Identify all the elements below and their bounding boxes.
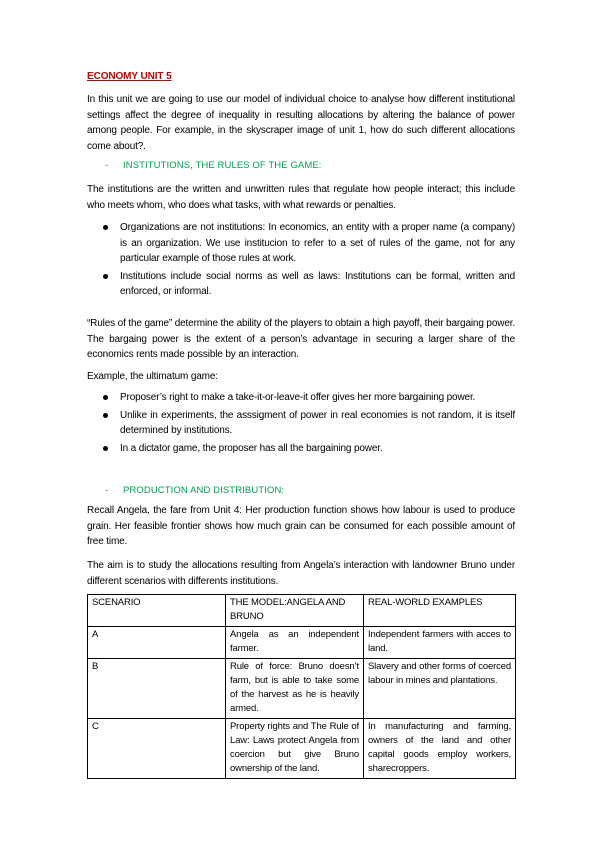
list-item <box>87 269 515 300</box>
bullet-icon <box>103 413 108 418</box>
table-cell: Angela as an independent farmer. <box>226 627 364 659</box>
table-row <box>88 659 516 719</box>
table-cell: C <box>88 719 226 779</box>
bullet-icon <box>103 446 108 451</box>
heading-text: PRODUCTION AND DISTRIBUTION: <box>123 485 285 496</box>
scenario-table <box>87 594 516 779</box>
example-bullet-list <box>87 390 515 458</box>
table-header-row <box>88 595 516 627</box>
table-cell: Property rights and The Rule of Law: Laws protect Angela from coercion but give Bruno ownership of the land. <box>226 719 364 779</box>
table-cell: Slavery and other forms of coerced labour in mines and plantations. <box>364 659 516 719</box>
list-item <box>87 220 515 267</box>
rules-of-game-paragraph: “Rules of the game” determine the ability of the players to obtain a high payoff, their bargaing power. The bargaing power is the extent of a person’s advantage in securing a larger share of the economics rents made possible by an interaction. <box>87 318 515 361</box>
table-row <box>88 627 516 659</box>
bullet-icon <box>103 395 108 400</box>
table-cell: B <box>88 659 226 719</box>
table-cell: Independent farmers with acces to land. <box>364 627 516 659</box>
list-item-text: Organizations are not institutions: In economics, an entity with a proper name (a company) is an organization. We use institucion to refer to a set of rules of the game, not for any particular example of those rules at work. <box>120 222 515 265</box>
institutions-bullet-list <box>87 220 515 302</box>
production-paragraph: Recall Angela, the fare from Unit 4: Her production function shows how labour is used to produce grain. Her feasible frontier shows how much grain can be consumed for each possible amount of free time. <box>87 505 515 548</box>
section-heading-institutions <box>105 160 322 171</box>
list-item-text: In a dictator game, the proposer has all the bargaining power. <box>120 442 383 454</box>
list-item <box>87 441 515 457</box>
heading-text: INSTITUTIONS, THE RULES OF THE GAME: <box>123 160 322 171</box>
bullet-icon <box>103 274 108 279</box>
heading-dash: - <box>105 160 109 171</box>
example-intro: Example, the ultimatum game: <box>87 371 218 382</box>
list-item-text: Proposer’s right to make a take-it-or-leave-it offer gives her more bargaining power. <box>120 392 476 403</box>
aim-paragraph: The aim is to study the allocations resulting from Angela’s interaction with landowner Bruno under different scenarios with differents institutions. <box>87 560 515 587</box>
intro-paragraph: In this unit we are going to use our model of individual choice to analyse how different institutional settings affect the degree of inequality in resulting allocations by altering the balance of power among people. For example, in the skyscraper image of unit 1, how do such different allocations come about?. <box>87 94 515 152</box>
list-item <box>87 390 515 406</box>
table-row <box>88 719 516 779</box>
table-cell: Rule of force: Bruno doesn’t farm, but is able to take some of the harvest as he is heavily armed. <box>226 659 364 719</box>
list-item <box>87 408 515 439</box>
table-header-cell: REAL-WORLD EXAMPLES <box>364 595 516 627</box>
page-title: ECONOMY UNIT 5 <box>87 71 172 82</box>
bullet-icon <box>103 225 108 230</box>
institutions-paragraph: The institutions are the written and unwritten rules that regulate how people interact; this include who meets whom, who does what tasks, with what rewards or penalties. <box>87 184 515 211</box>
table-header-cell: SCENARIO <box>88 595 226 627</box>
table-header-cell: THE MODEL:ANGELA AND BRUNO <box>226 595 364 627</box>
heading-dash: - <box>105 485 109 496</box>
list-item-text: Institutions include social norms as well as laws: Institutions can be formal, written and enforced, or informal. <box>120 270 515 298</box>
section-heading-production <box>105 485 284 496</box>
table-cell: In manufacturing and farming, owners of the land and other capital goods employ workers, sharecroppers. <box>364 719 516 779</box>
table-cell: A <box>88 627 226 659</box>
list-item-text: Unlike in experiments, the asssigment of power in real economies is not random, it is itself determined by institutions. <box>120 409 515 437</box>
